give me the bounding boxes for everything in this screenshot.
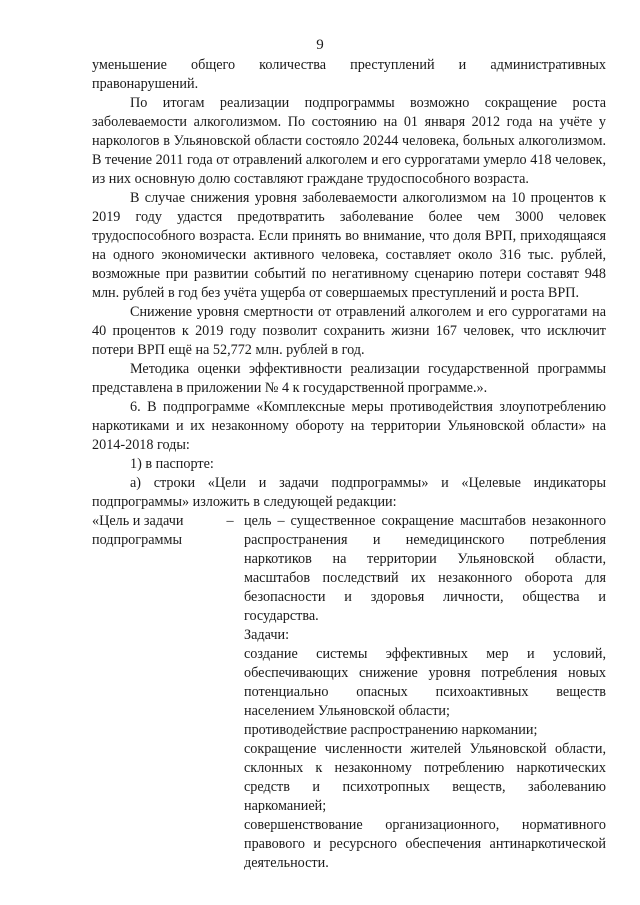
table-task-2: противодействие распространению наркомании;	[244, 722, 538, 738]
passport-table	[92, 512, 606, 873]
document-body	[92, 56, 606, 873]
paragraph-4: Снижение уровня смертности от отравлений алкоголем и его суррогатами на 40 процентов к 2019 году позволит сохранить жизни 167 человек, что исключит потери ВРП ещё на 52,772 млн. рублей в год.	[92, 304, 606, 358]
table-task-3: сокращение численности жителей Ульяновской области, склонных к незаконному потреблению наркотических средств и психотропных веществ, заболеванию наркоманией;	[244, 741, 606, 814]
table-left-label-1: «Цель и задачи	[92, 513, 184, 529]
table-tasks-heading: Задачи:	[244, 627, 290, 643]
paragraph-5: Методика оценки эффективности реализации государственной программы представлена в приложении № 4 к государственной программе.».	[92, 361, 606, 396]
table-dash: –	[226, 513, 234, 529]
page-number: 9	[316, 37, 324, 53]
table-left-column	[92, 512, 216, 873]
paragraph-1: уменьшение общего количества преступлений и административных правонарушений.	[92, 57, 606, 92]
paragraph-7: 1) в паспорте:	[130, 456, 214, 472]
table-left-label-2: подпрограммы	[92, 532, 182, 548]
paragraph-2: По итогам реализации подпрограммы возможно сокращение роста заболеваемости алкоголизмом. По состоянию на 01 января 2012 года на учёте у наркологов в Ульяновской области состояло 20244 человека, больных алкоголизмом. В течение 2011 года от отравлений алкоголем и его суррогатами умерло 418 человек, из них основную долю составляют граждане трудоспособного возраста.	[92, 95, 606, 187]
paragraph-3: В случае снижения уровня заболеваемости алкоголизмом на 10 процентов к 2019 году удастся предотвратить заболевание более чем 3000 человек трудоспособного возраста. Если принять во внимание, что доля ВРП, приходящаяся на одного экономически активного человека, составляет около 316 тыс. рублей, возможные при развитии событий по негативному сценарию потери составят 948 млн. рублей в год без учёта ущерба от совершаемых преступлений и роста ВРП.	[92, 190, 606, 301]
table-right-column	[244, 512, 606, 873]
table-goal: цель – существенное сокращение масштабов незаконного распространения и немедицинского потребления наркотиков на территории Ульяновской области, масштабов последствий их незаконного оборота для безопасности и здоровья личности, общества и государства.	[244, 513, 606, 624]
table-task-4: совершенствование организационного, нормативного правового и ресурсного обеспечения антинаркотической деятельности.	[244, 817, 606, 871]
paragraph-6: 6. В подпрограмме «Комплексные меры противодействия злоупотреблению наркотиками и их незаконному обороту на территории Ульяновской области» на 2014-2018 годы:	[92, 399, 606, 453]
paragraph-8: а) строки «Цели и задачи подпрограммы» и «Целевые индикаторы подпрограммы» изложить в следующей редакции:	[92, 475, 606, 510]
table-task-1: создание системы эффективных мер и условий, обеспечивающих снижение уровня потребления новых потенциально опасных психоактивных веществ населением Ульяновской области;	[244, 646, 606, 719]
